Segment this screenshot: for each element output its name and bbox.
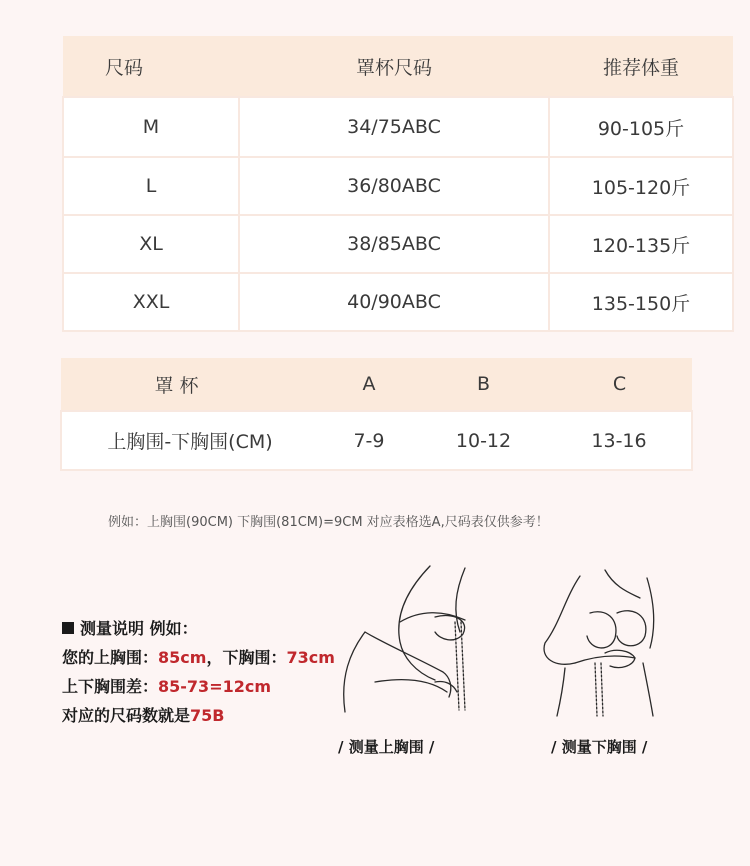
caption-lower-bust: / 测量下胸围 / [551,738,648,756]
header-cup-a: A [318,358,420,411]
header-cup-size: 罩杯尺码 [239,36,549,97]
size-table-header [63,36,733,97]
cup-table-header [61,358,692,411]
table-row [63,215,733,273]
header-weight: 推荐体重 [549,36,733,97]
cup-table [60,358,693,471]
cell-size: L [63,157,239,215]
square-bullet-icon [62,622,74,634]
header-size: 尺码 [63,36,239,97]
cell-cup: 38/85ABC [239,215,549,273]
measure-title: 测量说明 例如： [62,614,335,643]
header-cup: 罩杯 [61,358,318,411]
table-row [63,273,733,331]
header-cup-c: C [547,358,692,411]
cell-weight: 90-105斤 [549,97,733,157]
header-cup-b: B [420,358,547,411]
upper-bust-illustration [335,562,485,717]
cell-cup-a-range: 7-9 [318,411,420,470]
measure-line-2: 上下胸围差：85-73=12cm [62,677,272,696]
cell-cup: 40/90ABC [239,273,549,331]
cell-cup: 36/80ABC [239,157,549,215]
table-row [61,411,692,470]
caption-upper-bust: / 测量上胸围 / [338,738,435,756]
size-table [62,36,734,332]
cell-weight: 135-150斤 [549,273,733,331]
cell-cup-b-range: 10-12 [420,411,547,470]
cell-size: M [63,97,239,157]
cell-cup: 34/75ABC [239,97,549,157]
measure-line-1: 您的上胸围：85cm，下胸围：73cm [62,648,335,667]
example-note: 例如：上胸围(90CM) 下胸围(81CM)=9CM 对应表格选A,尺码表仅供参考！ [108,515,549,530]
cell-size: XXL [63,273,239,331]
measure-instructions [62,614,335,730]
table-row [63,97,733,157]
cell-size: XL [63,215,239,273]
cell-cup-c-range: 13-16 [547,411,692,470]
cell-weight: 120-135斤 [549,215,733,273]
measure-line-3: 对应的尺码数就是75B [62,706,225,725]
cell-bust-diff-label: 上胸围-下胸围(CM) [61,411,318,470]
cell-weight: 105-120斤 [549,157,733,215]
lower-bust-illustration [535,568,675,718]
table-row [63,157,733,215]
